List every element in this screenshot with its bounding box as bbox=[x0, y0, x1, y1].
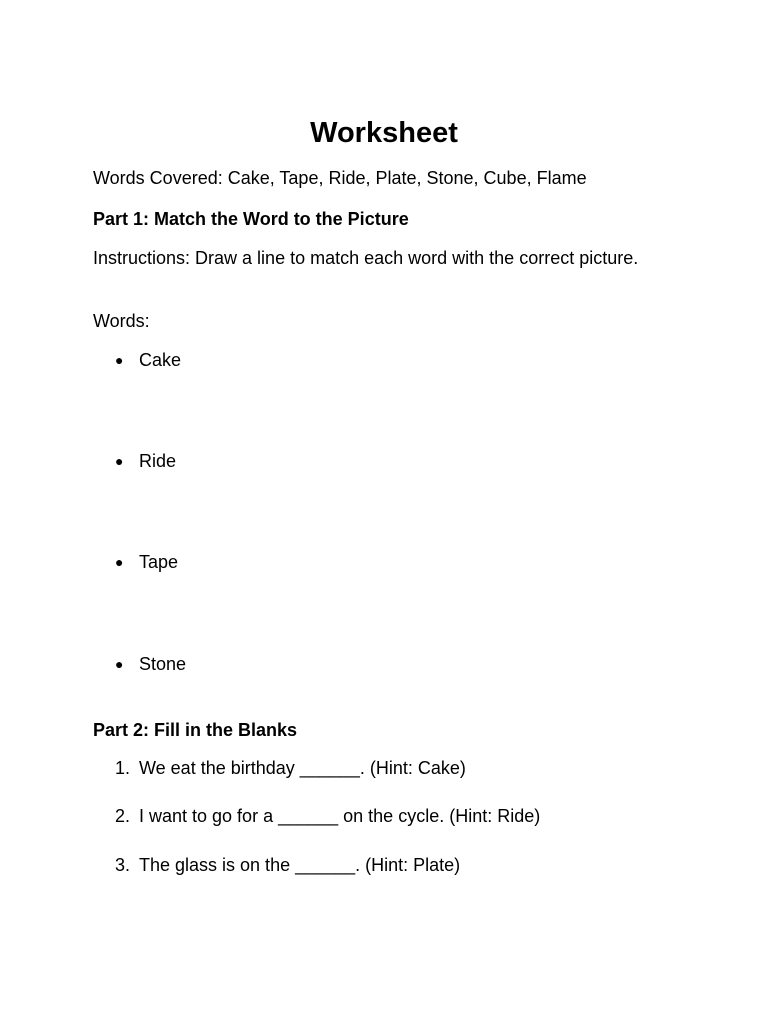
list-item bbox=[115, 449, 176, 474]
part1-heading: Part 1: Match the Word to the Picture bbox=[93, 209, 409, 229]
word-label: Stone bbox=[139, 654, 187, 674]
words-label: Words: bbox=[93, 311, 150, 331]
word-label: Tape bbox=[139, 552, 179, 572]
bullet-icon: ● bbox=[115, 352, 124, 368]
list-item bbox=[115, 652, 186, 677]
list-item bbox=[115, 550, 178, 575]
page-title: Worksheet bbox=[310, 117, 458, 149]
part1-instructions: Instructions: Draw a line to match each word with the correct picture. bbox=[93, 248, 639, 268]
item-number: 3. bbox=[115, 855, 131, 875]
list-item bbox=[115, 756, 466, 781]
list-item bbox=[115, 853, 460, 878]
bullet-icon: ● bbox=[115, 656, 124, 672]
part2-heading: Part 2: Fill in the Blanks bbox=[93, 720, 298, 740]
bullet-icon: ● bbox=[115, 554, 124, 570]
item-text: The glass is on the ______. (Hint: Plate) bbox=[139, 855, 461, 875]
item-number: 2. bbox=[115, 806, 131, 826]
list-item bbox=[115, 348, 181, 373]
item-number: 1. bbox=[115, 758, 131, 778]
item-text: I want to go for a ______ on the cycle. (Hint: Ride) bbox=[139, 806, 541, 826]
word-label: Ride bbox=[139, 451, 177, 471]
word-label: Cake bbox=[139, 350, 182, 370]
bullet-icon: ● bbox=[115, 453, 124, 469]
list-item bbox=[115, 804, 540, 829]
item-text: We eat the birthday ______. (Hint: Cake) bbox=[139, 758, 466, 778]
words-covered: Words Covered: Cake, Tape, Ride, Plate, Stone, Cube, Flame bbox=[93, 168, 587, 188]
